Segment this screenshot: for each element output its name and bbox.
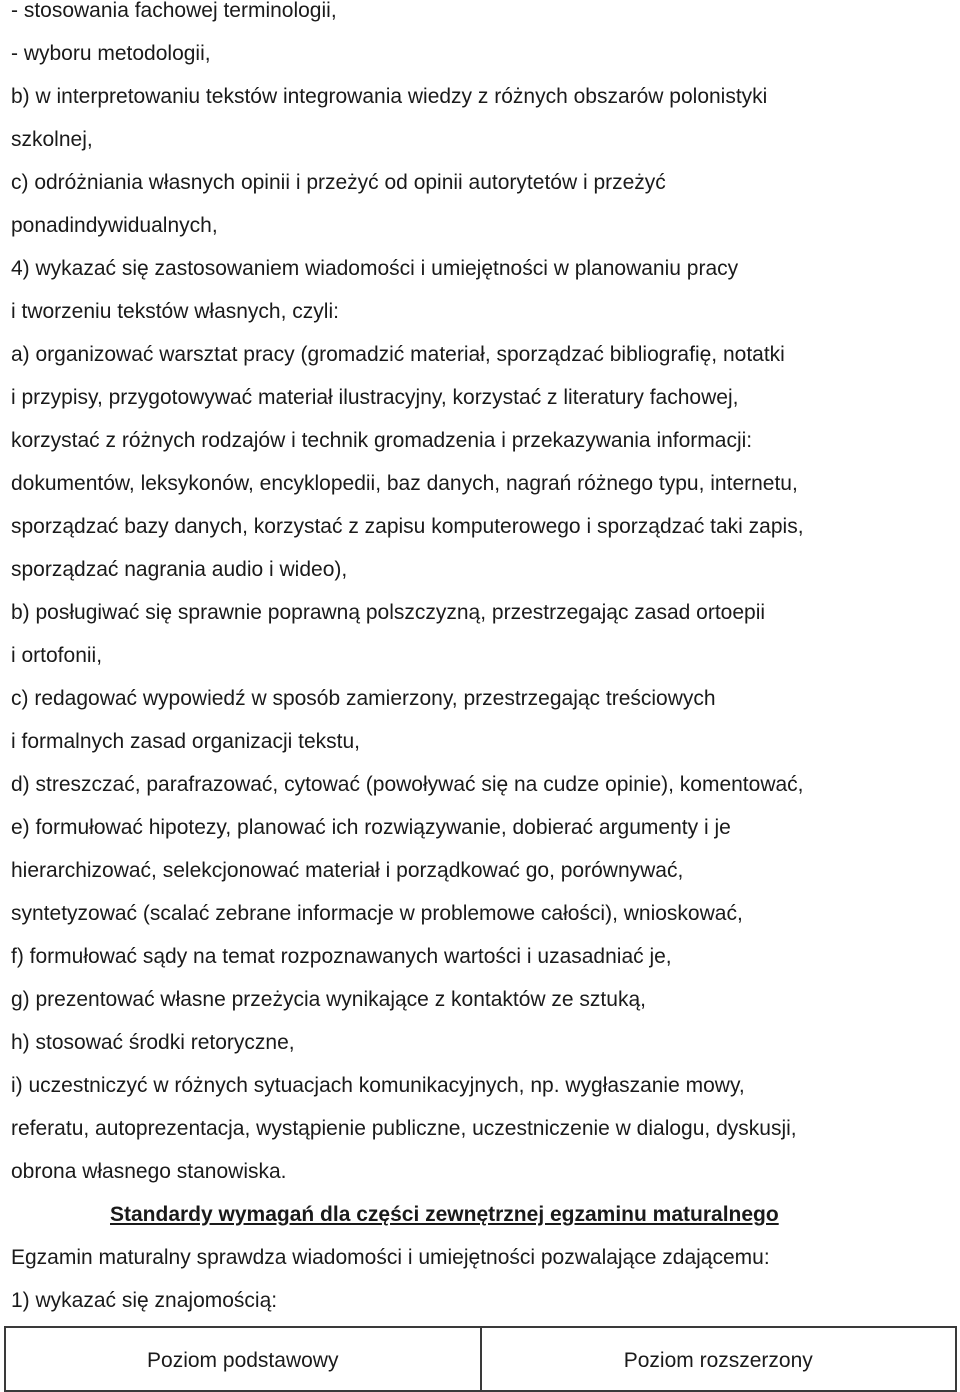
text-line: b) w interpretowaniu tekstów integrowania wiedzy z różnych obszarów polonistyki bbox=[11, 85, 768, 108]
text-line: referatu, autoprezentacja, wystąpienie publiczne, uczestniczenie w dialogu, dyskusji, bbox=[11, 1117, 797, 1140]
text-line: i tworzeniu tekstów własnych, czyli: bbox=[11, 300, 339, 323]
text-line: f) formułować sądy na temat rozpoznawanych wartości i uzasadniać je, bbox=[11, 945, 672, 968]
text-line: i) uczestniczyć w różnych sytuacjach komunikacyjnych, np. wygłaszanie mowy, bbox=[11, 1074, 745, 1097]
text-line: g) prezentować własne przeżycia wynikające z kontaktów ze sztuką, bbox=[11, 988, 646, 1011]
text-line: 4) wykazać się zastosowaniem wiadomości i umiejętności w planowaniu pracy bbox=[11, 257, 739, 280]
text-line: h) stosować środki retoryczne, bbox=[11, 1031, 295, 1054]
table-header-cell-extended bbox=[481, 1327, 957, 1391]
text-line: ponadindywidualnych, bbox=[11, 214, 218, 237]
text-line: korzystać z różnych rodzajów i technik gromadzenia i przekazywania informacji: bbox=[11, 429, 753, 452]
text-line: a) organizować warsztat pracy (gromadzić materiał, sporządzać bibliografię, notatki bbox=[11, 343, 785, 366]
table-header-row bbox=[5, 1327, 956, 1391]
text-line: - wyboru metodologii, bbox=[11, 42, 211, 65]
text-line: sporządzać nagrania audio i wideo), bbox=[11, 558, 348, 581]
text-line: sporządzać bazy danych, korzystać z zapisu komputerowego i sporządzać taki zapis, bbox=[11, 515, 804, 538]
text-line: i formalnych zasad organizacji tekstu, bbox=[11, 730, 360, 753]
table-header-cell-basic bbox=[5, 1327, 481, 1391]
text-line: 1) wykazać się znajomością: bbox=[11, 1289, 278, 1312]
text-line: c) redagować wypowiedź w sposób zamierzony, przestrzegając treściowych bbox=[11, 687, 716, 710]
text-line: c) odróżniania własnych opinii i przeżyć od opinii autorytetów i przeżyć bbox=[11, 171, 666, 194]
level-table bbox=[4, 1326, 957, 1392]
text-line: syntetyzować (scalać zebrane informacje w problemowe całości), wnioskować, bbox=[11, 902, 743, 925]
document-body bbox=[11, 0, 956, 1322]
text-line: - stosowania fachowej terminologii, bbox=[11, 0, 337, 22]
text-line: i przypisy, przygotowywać materiał ilustracyjny, korzystać z literatury fachowej, bbox=[11, 386, 739, 409]
text-line: e) formułować hipotezy, planować ich rozwiązywanie, dobierać argumenty i je bbox=[11, 816, 731, 839]
text-line: hierarchizować, selekcjonować materiał i porządkować go, porównywać, bbox=[11, 859, 684, 882]
text-line: obrona własnego stanowiska. bbox=[11, 1160, 287, 1183]
section-heading: Standardy wymagań dla części zewnętrznej egzaminu maturalnego bbox=[110, 1203, 779, 1226]
text-line: d) streszczać, parafrazować, cytować (powoływać się na cudze opinie), komentować, bbox=[11, 773, 804, 796]
table-header-label: Poziom rozszerzony bbox=[623, 1349, 813, 1372]
text-line: dokumentów, leksykonów, encyklopedii, baz danych, nagrań różnego typu, internetu, bbox=[11, 472, 798, 495]
text-line: Egzamin maturalny sprawdza wiadomości i umiejętności pozwalające zdającemu: bbox=[11, 1246, 770, 1269]
table-header-label: Poziom podstawowy bbox=[147, 1349, 339, 1372]
text-line: szkolnej, bbox=[11, 128, 93, 151]
text-line: i ortofonii, bbox=[11, 644, 103, 667]
text-line: b) posługiwać się sprawnie poprawną polszczyzną, przestrzegając zasad ortoepii bbox=[11, 601, 766, 624]
